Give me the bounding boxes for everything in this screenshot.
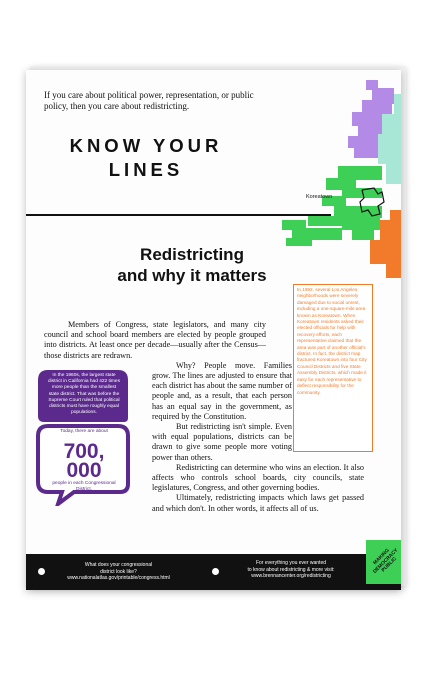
corner-tag-text: MAKING DEMOCRACY PUBLIC [371,547,400,575]
flyer-page [26,70,401,590]
bubble-fact-1960s: In the 1960s, the largest state district in California had 422 times more people than the smallest state district. That was before the Supreme Court ruled that political districts must have roughly equal populations. [48,373,120,416]
body-paragraph-5: Ultimately, redistricting impacts which laws get passed and which don't. In other words, it affects all of us. [152,493,364,513]
headline-line-1: KNOW YOUR [69,135,223,156]
footer-right-link[interactable]: www.brennancenter.org/redistricting [251,573,331,579]
map-label-koreatown: Koreatown [306,194,333,200]
body-paragraph-1: Members of Congress, state legislators, and many city council and school board members are elected by people grouped into districts. At least once per decade—usually after the Census—those districts are redrawn. [44,320,266,360]
intro-text: If you care about political power, representation, or public policy, then you care about redistricting. [44,90,254,111]
body-paragraph-2: Why? People move. Families grow. The lines are adjusted to ensure that each district has about the same number of people and, as a result, that each person has an equal say in the government, as required by the Constitution. [152,360,292,421]
footer-bar [26,554,401,590]
body-paragraph-4: Redistricting can determine who wins an election. It also affects who controls school boards, city councils, state legislatures, Congress, and other governing bodies. [152,462,364,493]
district-map-green [282,166,382,246]
koreatown-sidebar: In 1992, several Los Angeles neighborhoods were severely damaged due to social unrest, including a one-square-mile area known as Koreatown. When Koreatown residents asked their elected officials for help with recovery efforts, each representative claimed that the area was part of another official's district. In fact, the district map fractured Koreatown into four City Council Districts and five State Assembly Districts, which made it easy for each representative to deflect responsibility for the community. [293,284,373,452]
corner-tag [366,540,401,584]
bubble-fact-outro: people in each Congressional District. [52,481,116,493]
binder-hole-middle [212,568,219,575]
bubble-fact-intro: Today, there are about [60,429,108,434]
subhead-line-2: and why it matters [117,266,267,285]
footer-right [236,560,346,580]
footer-left-line-2: district look like? [100,568,137,575]
body-paragraph-3: But redistricting isn't simple. Even with equal populations, districts can be drawn to give some people more voting power than others. [152,422,292,462]
headline [46,134,246,182]
big-number-line-2: 000 [66,459,102,482]
headline-line-2: LINES [108,159,184,180]
footer-right-line-1: For everything you ever wanted [255,560,327,566]
subhead [92,244,292,286]
big-number-line-1: 700, [63,440,105,463]
subhead-line-1: Redistricting [140,245,244,264]
footer-left-line-1: What does your congressional [84,562,153,568]
headline-rule [26,214,331,216]
district-map [282,70,401,292]
binder-hole-left [38,568,45,575]
footer-right-line-2: to know about redistricting & more visit: [247,566,335,573]
footer-left-link[interactable]: www.nationalatlas.gov/printable/congress.html [67,575,170,581]
footer-left [46,562,191,582]
bubble-big-number [48,442,120,480]
